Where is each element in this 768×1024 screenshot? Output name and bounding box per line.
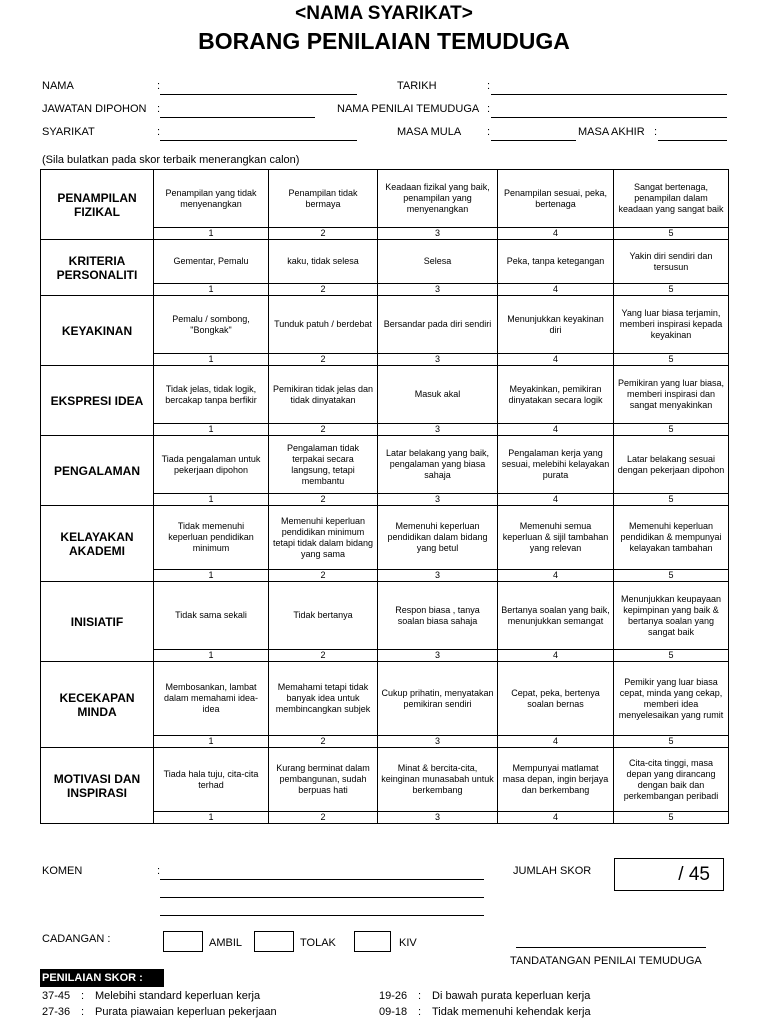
score-option[interactable]: 2 <box>269 424 378 436</box>
score-option[interactable]: 2 <box>269 284 378 296</box>
colon: : <box>157 126 161 138</box>
tarikh-field[interactable] <box>491 94 727 95</box>
score-option[interactable]: 5 <box>614 284 729 296</box>
legend-range: 19-26 <box>379 990 408 1002</box>
syarikat-label: SYARIKAT <box>42 126 95 138</box>
score-option[interactable]: 3 <box>378 812 498 824</box>
criteria-description: Tiada hala tuju, cita-cita terhad <box>154 748 269 812</box>
score-option[interactable]: 2 <box>269 228 378 240</box>
criteria-description: Minat & bercita-cita, keinginan munasabah untuk berkembang <box>378 748 498 812</box>
legend-desc: Di bawah purata keperluan kerja <box>432 990 591 1002</box>
score-option[interactable]: 2 <box>269 354 378 366</box>
nama-field[interactable] <box>160 94 357 95</box>
criteria-description: Tunduk patuh / berdebat <box>269 296 378 354</box>
score-option[interactable]: 4 <box>498 354 614 366</box>
criteria-description: Sangat bertenaga, penampilan dalam keadaan yang sangat baik <box>614 170 729 228</box>
cadangan-label: CADANGAN : <box>42 933 111 945</box>
criteria-description: Tidak sama sekali <box>154 582 269 650</box>
score-option[interactable]: 5 <box>614 228 729 240</box>
criteria-description: Masuk akal <box>378 366 498 424</box>
criteria-name: MOTIVASI DAN INSPIRASI <box>41 748 154 824</box>
tolak-label: TOLAK <box>300 937 336 949</box>
criteria-name: KECEKAPAN MINDA <box>41 662 154 748</box>
criteria-row <box>41 296 729 354</box>
score-option[interactable]: 5 <box>614 354 729 366</box>
criteria-description: Bertanya soalan yang baik, menunjukkan semangat <box>498 582 614 650</box>
legend-desc: Melebihi standard keperluan kerja <box>95 990 261 1002</box>
criteria-row <box>41 662 729 736</box>
score-option[interactable]: 1 <box>154 494 269 506</box>
colon: : <box>418 1006 422 1018</box>
legend-range: 27-36 <box>42 1006 71 1018</box>
penilai-field[interactable] <box>491 117 727 118</box>
criteria-description: Pemikir yang luar biasa cepat, minda yang cekap, memberi idea menyelesaikan yang rumit <box>614 662 729 736</box>
criteria-name: PENGALAMAN <box>41 436 154 506</box>
score-option[interactable]: 3 <box>378 228 498 240</box>
criteria-description: Tidak jelas, tidak logik, bercakap tanpa berfikir <box>154 366 269 424</box>
company-name: <NAMA SYARIKAT> <box>295 3 473 24</box>
score-option[interactable]: 3 <box>378 494 498 506</box>
kiv-checkbox[interactable] <box>354 931 391 952</box>
criteria-description: Penampilan yang tidak menyenangkan <box>154 170 269 228</box>
criteria-description: Tidak memenuhi keperluan pendidikan minimum <box>154 506 269 570</box>
kiv-label: KIV <box>399 937 417 949</box>
criteria-description: Cukup prihatin, menyatakan pemikiran sendiri <box>378 662 498 736</box>
criteria-row <box>41 506 729 570</box>
score-option[interactable]: 3 <box>378 736 498 748</box>
total-score-value: / 45 <box>678 864 710 885</box>
criteria-description: Menunjukkan keupayaan kepimpinan yang baik & bertanya soalan yang sangat baik <box>614 582 729 650</box>
penilai-label: NAMA PENILAI TEMUDUGA <box>337 103 480 115</box>
score-option[interactable]: 1 <box>154 570 269 582</box>
komen-line-3[interactable] <box>160 915 484 916</box>
legend-title: PENILAIAN SKOR : <box>40 969 164 987</box>
criteria-description: Gementar, Pemalu <box>154 240 269 284</box>
score-option[interactable]: 1 <box>154 736 269 748</box>
criteria-row <box>41 366 729 424</box>
ambil-label: AMBIL <box>209 937 243 949</box>
criteria-description: Latar belakang sesuai dengan pekerjaan dipohon <box>614 436 729 494</box>
criteria-name: EKSPRESI IDEA <box>41 366 154 436</box>
tarikh-label: TARIKH <box>397 80 437 92</box>
criteria-description: Menunjukkan keyakinan diri <box>498 296 614 354</box>
score-option[interactable]: 3 <box>378 650 498 662</box>
score-option[interactable]: 1 <box>154 284 269 296</box>
criteria-description: Meyakinkan, pemikiran dinyatakan secara logik <box>498 366 614 424</box>
criteria-description: Pemalu / sombong, "Bongkak" <box>154 296 269 354</box>
total-score-box[interactable] <box>614 858 724 891</box>
signature-line[interactable] <box>516 947 706 948</box>
score-option[interactable]: 5 <box>614 494 729 506</box>
criteria-description: Pemikiran yang luar biasa, memberi inspirasi dan sangat menyakinkan <box>614 366 729 424</box>
criteria-description: Keadaan fizikal yang baik, penampilan yang menyenangkan <box>378 170 498 228</box>
colon: : <box>81 990 85 1002</box>
masa-akhir-label: MASA AKHIR <box>578 126 645 138</box>
criteria-name: PENAMPILAN FIZIKAL <box>41 170 154 240</box>
criteria-description: Memenuhi semua keperluan & sijil tambahan yang relevan <box>498 506 614 570</box>
criteria-description: Latar belakang yang baik, pengalaman yang biasa sahaja <box>378 436 498 494</box>
score-option[interactable]: 4 <box>498 570 614 582</box>
score-option[interactable]: 2 <box>269 736 378 748</box>
score-option[interactable]: 5 <box>614 736 729 748</box>
colon: : <box>81 1006 85 1018</box>
criteria-description: kaku, tidak selesa <box>269 240 378 284</box>
criteria-description: Kurang berminat dalam pembangunan, sudah berpuas hati <box>269 748 378 812</box>
score-option[interactable]: 1 <box>154 812 269 824</box>
score-option[interactable]: 1 <box>154 650 269 662</box>
tolak-checkbox[interactable] <box>254 931 294 952</box>
syarikat-field[interactable] <box>160 140 357 141</box>
criteria-description: Tidak bertanya <box>269 582 378 650</box>
score-option[interactable]: 1 <box>154 424 269 436</box>
score-option[interactable]: 2 <box>269 494 378 506</box>
criteria-name: INISIATIF <box>41 582 154 662</box>
colon: : <box>157 80 161 92</box>
score-option[interactable]: 4 <box>498 284 614 296</box>
criteria-description: Penampilan sesuai, peka, bertenaga <box>498 170 614 228</box>
colon: : <box>487 80 491 92</box>
colon: : <box>157 865 161 877</box>
criteria-description: Cita-cita tinggi, masa depan yang dirancang dengan baik dan perkembangan peribadi <box>614 748 729 812</box>
score-option[interactable]: 1 <box>154 228 269 240</box>
signature-label: TANDATANGAN PENILAI TEMUDUGA <box>510 955 702 967</box>
score-option[interactable]: 2 <box>269 812 378 824</box>
criteria-description: Bersandar pada diri sendiri <box>378 296 498 354</box>
masa-akhir-field[interactable] <box>658 140 727 141</box>
criteria-row <box>41 748 729 812</box>
criteria-description: Pemikiran tidak jelas dan tidak dinyatakan <box>269 366 378 424</box>
jawatan-field[interactable] <box>160 117 315 118</box>
score-option[interactable]: 5 <box>614 424 729 436</box>
form-title: BORANG PENILAIAN TEMUDUGA <box>198 28 570 54</box>
instruction-note: (Sila bulatkan pada skor terbaik menerangkan calon) <box>42 154 300 166</box>
criteria-description: Cepat, peka, bertenya soalan bernas <box>498 662 614 736</box>
score-option[interactable]: 3 <box>378 570 498 582</box>
score-option[interactable]: 4 <box>498 494 614 506</box>
komen-line-1[interactable] <box>160 879 484 880</box>
masa-mula-label: MASA MULA <box>397 126 462 138</box>
legend-range: 09-18 <box>379 1006 408 1018</box>
nama-label: NAMA <box>42 80 74 92</box>
score-option[interactable]: 3 <box>378 284 498 296</box>
jawatan-label: JAWATAN DIPOHON <box>42 103 147 115</box>
ambil-checkbox[interactable] <box>163 931 203 952</box>
score-option[interactable]: 4 <box>498 736 614 748</box>
colon: : <box>487 126 491 138</box>
score-option[interactable]: 2 <box>269 570 378 582</box>
score-option[interactable]: 5 <box>614 570 729 582</box>
criteria-name: KELAYAKAN AKADEMI <box>41 506 154 582</box>
komen-label: KOMEN <box>42 865 83 877</box>
criteria-description: Peka, tanpa ketegangan <box>498 240 614 284</box>
jumlah-skor-label: JUMLAH SKOR <box>513 865 592 877</box>
criteria-description: Pengalaman tidak terpakai secara langsung, tetapi membantu <box>269 436 378 494</box>
criteria-row <box>41 436 729 494</box>
criteria-name: KEYAKINAN <box>41 296 154 366</box>
criteria-description: Mempunyai matlamat masa depan, ingin berjaya dan berkembang <box>498 748 614 812</box>
score-option[interactable]: 4 <box>498 650 614 662</box>
score-option[interactable]: 1 <box>154 354 269 366</box>
score-option[interactable]: 4 <box>498 228 614 240</box>
score-option[interactable]: 4 <box>498 812 614 824</box>
criteria-name: KRITERIA PERSONALITI <box>41 240 154 296</box>
criteria-description: Respon biasa , tanya soalan biasa sahaja <box>378 582 498 650</box>
criteria-description: Memenuhi keperluan pendidikan minimum tetapi tidak dalam bidang yang sama <box>269 506 378 570</box>
criteria-row <box>41 170 729 228</box>
komen-line-2[interactable] <box>160 897 484 898</box>
colon: : <box>157 103 161 115</box>
score-option[interactable]: 3 <box>378 354 498 366</box>
criteria-description: Selesa <box>378 240 498 284</box>
criteria-description: Memenuhi keperluan pendidikan dalam bidang yang betul <box>378 506 498 570</box>
legend-desc: Purata piawaian keperluan pekerjaan <box>95 1006 277 1018</box>
legend-range: 37-45 <box>42 990 71 1002</box>
criteria-description: Tiada pengalaman untuk pekerjaan dipohon <box>154 436 269 494</box>
criteria-description: Memahami tetapi tidak banyak idea untuk membincangkan subjek <box>269 662 378 736</box>
legend-desc: Tidak memenuhi kehendak kerja <box>432 1006 591 1018</box>
score-option[interactable]: 5 <box>614 650 729 662</box>
colon: : <box>487 103 491 115</box>
score-option[interactable]: 5 <box>614 812 729 824</box>
score-option[interactable]: 3 <box>378 424 498 436</box>
criteria-row <box>41 582 729 650</box>
criteria-description: Memenuhi keperluan pendidikan & mempunyai kelayakan tambahan <box>614 506 729 570</box>
masa-mula-field[interactable] <box>491 140 576 141</box>
score-option[interactable]: 2 <box>269 650 378 662</box>
rating-table <box>40 169 729 824</box>
criteria-description: Pengalaman kerja yang sesuai, melebihi kelayakan purata <box>498 436 614 494</box>
score-option[interactable]: 4 <box>498 424 614 436</box>
criteria-description: Yakin diri sendiri dan tersusun <box>614 240 729 284</box>
criteria-description: Yang luar biasa terjamin, memberi inspirasi kepada keyakinan <box>614 296 729 354</box>
criteria-description: Membosankan, lambat dalam memahami idea-idea <box>154 662 269 736</box>
criteria-description: Penampilan tidak bermaya <box>269 170 378 228</box>
colon: : <box>654 126 658 138</box>
criteria-row <box>41 240 729 284</box>
colon: : <box>418 990 422 1002</box>
